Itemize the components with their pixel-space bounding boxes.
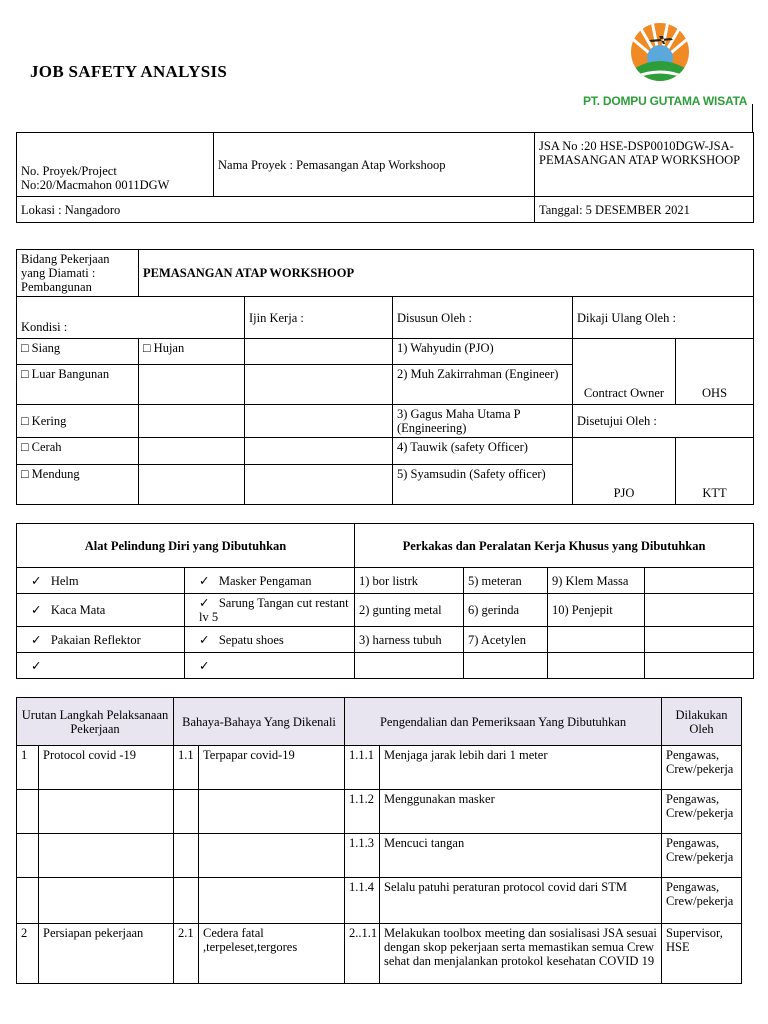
tool-item: 10) Penjepit (548, 594, 645, 627)
condition-luar-bangunan[interactable]: □ Luar Bangunan (17, 365, 139, 405)
tool-item: 2) gunting metal (355, 594, 464, 627)
check-icon: ✓ (31, 632, 42, 647)
apd-item: ✓ Pakaian Reflektor (17, 627, 185, 653)
tool-item: 3) harness tubuh (355, 627, 464, 653)
header-urutan: Urutan Langkah Pelaksanaan Pekerjaan (17, 698, 174, 746)
check-icon: ✓ (199, 658, 210, 673)
condition-mendung[interactable]: □ Mendung (17, 465, 139, 505)
kondisi-label: Kondisi : (17, 297, 245, 339)
tool-item: 9) Klem Massa (548, 568, 645, 594)
control-text: Melakukan toolbox meeting dan sosialisasi JSA sesuai dengan skop pekerjaan serta memastikan semua Crew sehat dan menjalankan protokol kesehatan COVID 19 (380, 924, 662, 984)
check-icon: ✓ (31, 603, 42, 617)
project-number: No. Proyek/Project No:20/Macmahon 0011DGW (17, 133, 214, 197)
condition-siang[interactable]: □ Siang (17, 339, 139, 365)
apd-item: ✓ Helm (17, 568, 185, 594)
contract-owner: Contract Owner (573, 339, 676, 405)
tool-item: 5) meteran (464, 568, 548, 594)
control-text: Mencuci tangan (380, 834, 662, 878)
document-title: JOB SAFETY ANALYSIS (30, 62, 228, 81)
disusun-5: 5) Syamsudin (Safety officer) (393, 465, 573, 505)
tools-header: Perkakas dan Peralatan Kerja Khusus yang Dibutuhkan (355, 524, 754, 568)
table-row (17, 790, 742, 834)
step-text (39, 878, 174, 924)
hazard-number: 1.1 (174, 746, 199, 790)
apd-item: ✓ Masker Pengaman (185, 568, 355, 594)
bidang-label: Bidang Pekerjaan yang Diamati : Pembangunan (17, 250, 139, 297)
hazard-number (174, 878, 199, 924)
apd-header: Alat Pelindung Diri yang Dibutuhkan (17, 524, 355, 568)
condition-cerah[interactable]: □ Cerah (17, 438, 139, 465)
hazard-text (199, 878, 345, 924)
header-dilakukan: Dilakukan Oleh (662, 698, 742, 746)
control-text: Selalu patuhi peraturan protocol covid dari STM (380, 878, 662, 924)
disusun-4: 4) Tauwik (safety Officer) (393, 438, 573, 465)
company-logo (629, 14, 691, 95)
tool-item: 7) Acetylen (464, 627, 548, 653)
hazard-text (199, 790, 345, 834)
hazard-text (199, 834, 345, 878)
table-row (17, 746, 742, 790)
control-number: 1.1.1 (345, 746, 380, 790)
tool-item: 1) bor listrk (355, 568, 464, 594)
hazard-text: Cedera fatal ,terpeleset,tergores (199, 924, 345, 984)
done-by: Supervisor, HSE (662, 924, 742, 984)
check-icon: ✓ (31, 573, 42, 588)
header-bahaya: Bahaya-Bahaya Yang Dikenali (174, 698, 345, 746)
apd-item: ✓ Sarung Tangan cut restant lv 5 (185, 594, 355, 627)
tool-item: 6) gerinda (464, 594, 548, 627)
disusun-2: 2) Muh Zakirrahman (Engineer) (393, 365, 573, 405)
check-icon: ✓ (199, 632, 210, 647)
step-number (17, 790, 39, 834)
hazard-text: Terpapar covid-19 (199, 746, 345, 790)
done-by: Pengawas, Crew/pekerja (662, 878, 742, 924)
check-icon: ✓ (31, 658, 42, 673)
step-number (17, 834, 39, 878)
header-pengendalian: Pengendalian dan Pemeriksaan Yang Dibutuhkan (345, 698, 662, 746)
apd-item (17, 653, 185, 679)
disetujui-label: Disetujui Oleh : (573, 405, 754, 438)
apd-item: ✓ Kaca Mata (17, 594, 185, 627)
ohs: OHS (676, 339, 754, 405)
disusun-1: 1) Wahyudin (PJO) (393, 339, 573, 365)
pjo: PJO (573, 438, 676, 505)
control-number: 1.1.2 (345, 790, 380, 834)
hazard-number (174, 790, 199, 834)
control-text: Menggunakan masker (380, 790, 662, 834)
company-name: PT. DOMPU GUTAMA WISATA (583, 94, 748, 108)
control-text: Menjaga jarak lebih dari 1 meter (380, 746, 662, 790)
steps-table (16, 697, 742, 984)
ktt: KTT (676, 438, 754, 505)
step-number (17, 878, 39, 924)
condition-kering[interactable]: □ Kering (17, 405, 139, 438)
equipment-table (16, 523, 754, 679)
work-conditions-table (16, 249, 754, 505)
check-icon: ✓ (199, 573, 210, 588)
done-by: Pengawas, Crew/pekerja (662, 790, 742, 834)
bidang-value: PEMASANGAN ATAP WORKSHOOP (139, 250, 754, 297)
hazard-number: 2.1 (174, 924, 199, 984)
control-number: 1.1.4 (345, 878, 380, 924)
project-name: Nama Proyek : Pemasangan Atap Workshoop (214, 133, 535, 197)
control-number: 1.1.3 (345, 834, 380, 878)
table-row (17, 834, 742, 878)
date: Tanggal: 5 DESEMBER 2021 (535, 197, 754, 223)
control-number: 2..1.1 (345, 924, 380, 984)
step-text: Protocol covid -19 (39, 746, 174, 790)
jsa-number: JSA No :20 HSE-DSP0010DGW-JSA-PEMASANGAN ATAP WORKSHOOP (535, 133, 754, 197)
condition-hujan[interactable]: □ Hujan (139, 339, 245, 365)
hazard-number (174, 834, 199, 878)
apd-item (185, 653, 355, 679)
apd-item: ✓ Sepatu shoes (185, 627, 355, 653)
project-info-table (16, 132, 754, 223)
check-icon: ✓ (199, 596, 210, 610)
step-number: 1 (17, 746, 39, 790)
ijin-kerja-label: Ijin Kerja : (245, 297, 393, 339)
header-divider (752, 104, 753, 132)
table-row (17, 924, 742, 984)
done-by: Pengawas, Crew/pekerja (662, 834, 742, 878)
dikaji-label: Dikaji Ulang Oleh : (573, 297, 754, 339)
step-text: Persiapan pekerjaan (39, 924, 174, 984)
step-number: 2 (17, 924, 39, 984)
location: Lokasi : Nangadoro (17, 197, 535, 223)
table-row (17, 878, 742, 924)
done-by: Pengawas, Crew/pekerja (662, 746, 742, 790)
disusun-label: Disusun Oleh : (393, 297, 573, 339)
step-text (39, 834, 174, 878)
disusun-3: 3) Gagus Maha Utama P (Engineering) (393, 405, 573, 438)
step-text (39, 790, 174, 834)
